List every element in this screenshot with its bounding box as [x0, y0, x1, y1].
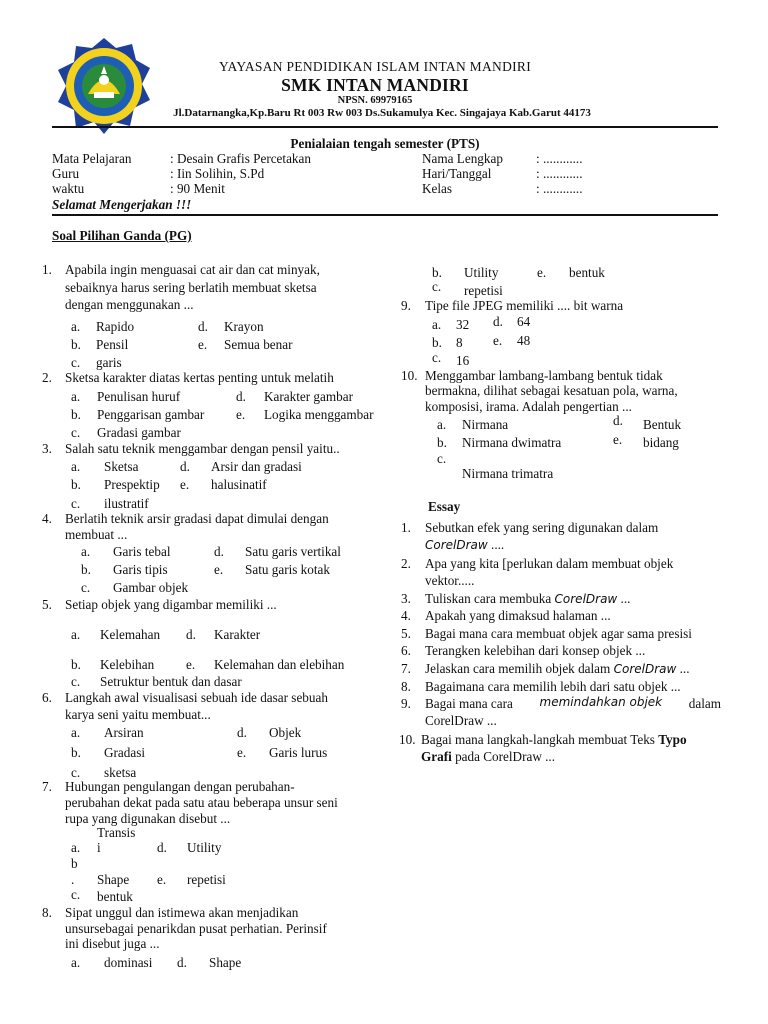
q2-option-e: Logika menggambar: [264, 407, 374, 422]
question-number: 5.: [42, 597, 52, 612]
essay-10-bold-2: Grafi: [421, 749, 452, 764]
essay-3-tail: ...: [617, 591, 631, 606]
essay-number: 3.: [401, 591, 411, 606]
option-letter: c.: [71, 765, 81, 780]
q3-option-a: Sketsa: [104, 459, 139, 474]
essay-9-tail: dalam: [688, 696, 721, 711]
essay-8: Bagaimana cara memilih lebih dari satu objek ...: [425, 679, 681, 694]
essay-number: 2.: [401, 556, 411, 571]
option-letter: e.: [157, 872, 167, 887]
q8-option-d: Shape: [209, 955, 242, 970]
time-label: waktu: [52, 181, 85, 196]
question-1-line: Apabila ingin menguasai cat air dan cat minyak,: [65, 262, 320, 277]
option-letter: c.: [81, 580, 91, 595]
section-title: Soal Pilihan Ganda (PG): [52, 228, 192, 243]
option-letter: d.: [180, 459, 190, 474]
essay-10-bold: Typo: [658, 732, 687, 747]
q4-option-c: Gambar objek: [113, 580, 189, 595]
option-letter: c.: [432, 279, 442, 294]
teacher-value: : Iin Solihin, S.Pd: [170, 166, 265, 181]
question-number: 2.: [42, 370, 52, 385]
option-letter: e.: [180, 477, 190, 492]
question-number: 7.: [42, 779, 52, 794]
option-letter: a.: [71, 725, 81, 740]
q7-option-e: repetisi: [187, 872, 226, 887]
question-5-line: Setiap objek yang digambar memiliki ...: [65, 597, 277, 612]
question-number: 6.: [42, 690, 52, 705]
question-7-line: Hubungan pengulangan dengan perubahan-: [65, 779, 295, 794]
school-address: Jl.Datarnangka,Kp.Baru Rt 003 Rw 003 Ds.Sukamulya Kec. Singajaya Kab.Garut 44173: [173, 107, 591, 119]
q10-option-b: Nirmana dwimatra: [462, 435, 562, 450]
question-4-line: membuat ...: [65, 527, 128, 542]
essay-6: Terangken kelebihan dari konsep objek ...: [425, 643, 646, 658]
q1-option-b: Pensil: [96, 337, 129, 352]
school-logo: [54, 36, 154, 136]
option-letter: e.: [186, 657, 196, 672]
question-4-line: Berlatih teknik arsir gradasi dapat dimulai dengan: [65, 511, 329, 526]
q9-option-c: 16: [456, 353, 470, 368]
question-7-line: rupa yang digunakan disebut ...: [65, 811, 231, 826]
question-3-line: Salah satu teknik menggambar dengan pensil yaitu..: [65, 441, 340, 456]
option-letter: d.: [177, 955, 187, 970]
question-8-line: Sipat unggul dan istimewa akan menjadikan: [65, 905, 299, 920]
essay-7-tail: ...: [676, 661, 690, 676]
essay-title: Essay: [428, 499, 461, 514]
essay-9-italic: memindahkan objek: [539, 695, 663, 709]
q4-option-e: Satu garis kotak: [245, 562, 330, 577]
q9-option-a: 32: [456, 317, 470, 332]
subject-value: : Desain Grafis Percetakan: [170, 151, 311, 166]
option-letter: c.: [71, 496, 81, 511]
option-letter: c.: [71, 425, 81, 440]
option-letter: e.: [236, 407, 246, 422]
option-letter: b.: [71, 657, 81, 672]
option-letter: a.: [71, 955, 81, 970]
date-value: : ............: [536, 166, 583, 181]
option-letter: e.: [237, 745, 247, 760]
option-letter: .: [71, 872, 75, 887]
essay-1-tail: ....: [487, 537, 505, 552]
class-label: Kelas: [422, 181, 453, 196]
q2-option-b: Penggarisan gambar: [97, 407, 205, 422]
essay-number: 6.: [401, 643, 411, 658]
question-number: 4.: [42, 511, 52, 526]
q7-option-a-part2: i: [97, 840, 101, 855]
question-number: 8.: [42, 905, 52, 920]
q2-option-c: Gradasi gambar: [97, 425, 181, 440]
essay-number: 9.: [401, 696, 411, 711]
info-divider: [52, 214, 718, 216]
option-letter: e.: [214, 562, 224, 577]
question-6-line: Langkah awal visualisasi sebuah ide dasar sebuah: [65, 690, 328, 705]
question-9-line: Tipe file JPEG memiliki .... bit warna: [425, 298, 624, 313]
option-letter: c.: [71, 674, 81, 689]
q1-option-a: Rapido: [96, 319, 135, 334]
q6-option-b: Gradasi: [104, 745, 146, 760]
question-number: 9.: [401, 298, 411, 313]
essay-9-line-2: CorelDraw ...: [425, 713, 497, 728]
essay-10-line-2: [421, 748, 555, 765]
question-1-line: sebaiknya harus sering berlatih membuat sketsa: [65, 280, 317, 295]
q9-option-b: 8: [456, 335, 463, 350]
option-letter: e.: [493, 333, 503, 348]
question-number: 10.: [401, 368, 418, 383]
q7-option-b: Shape: [97, 872, 130, 887]
q4-option-a: Garis tebal: [113, 544, 171, 559]
question-10-line: Menggambar lambang-lambang bentuk tidak: [425, 368, 663, 383]
option-letter: b.: [81, 562, 91, 577]
q10-option-a: Nirmana: [462, 417, 509, 432]
q8-option-a: dominasi: [104, 955, 153, 970]
q10-option-e: bidang: [643, 435, 679, 450]
option-letter: e.: [537, 265, 547, 280]
name-label: Nama Lengkap: [422, 151, 503, 166]
question-8-line: ini disebut juga ...: [65, 936, 160, 951]
option-letter: d.: [186, 627, 196, 642]
q3-option-e: halusinatif: [211, 477, 267, 492]
q9-option-d: 64: [517, 314, 531, 329]
essay-10: [421, 731, 721, 748]
essay-9: [425, 695, 721, 712]
subject-label: Mata Pelajaran: [52, 151, 132, 166]
option-letter: e.: [613, 432, 623, 447]
q7-option-d: Utility: [187, 840, 222, 855]
foundation-name: YAYASAN PENDIDIKAN ISLAM INTAN MANDIRI: [218, 59, 532, 74]
q3-option-c: ilustratif: [104, 496, 149, 511]
essay-2-line: Apa yang kita [perlukan dalam membuat objek: [425, 556, 674, 571]
essay-number: 5.: [401, 626, 411, 641]
option-letter: b.: [71, 337, 81, 352]
option-letter: a.: [432, 317, 442, 332]
q4-option-d: Satu garis vertikal: [245, 544, 341, 559]
essay-number: 7.: [401, 661, 411, 676]
option-letter: c.: [437, 451, 447, 466]
question-6-line: karya seni yaitu membuat...: [65, 707, 211, 722]
q2-option-d: Karakter gambar: [264, 389, 353, 404]
q6-option-d: Objek: [269, 725, 302, 740]
option-letter: c.: [432, 350, 442, 365]
option-letter: a.: [71, 459, 81, 474]
school-name: SMK INTAN MANDIRI: [281, 75, 469, 95]
option-letter: a.: [71, 840, 81, 855]
option-letter: a.: [71, 627, 81, 642]
q4-option-b: Garis tipis: [113, 562, 168, 577]
question-2-line: Sketsa karakter diatas kertas penting untuk melatih: [65, 370, 334, 385]
time-value: : 90 Menit: [170, 181, 225, 196]
exam-title: Penialaian tengah semester (PTS): [290, 136, 480, 151]
q6-option-e: Garis lurus: [269, 745, 328, 760]
q8-option-e: bentuk: [569, 265, 605, 280]
option-letter: b.: [437, 435, 447, 450]
teacher-label: Guru: [52, 166, 80, 181]
question-1-line: dengan menggunakan ...: [65, 297, 194, 312]
essay-4: Apakah yang dimaksud halaman ...: [425, 608, 611, 623]
option-letter: c.: [71, 887, 81, 902]
option-letter: b.: [71, 477, 81, 492]
q9-option-e: 48: [517, 333, 531, 348]
question-10-line: komposisi, irama. Adalah pengertian ...: [425, 399, 632, 414]
q5-option-a: Kelemahan: [100, 627, 161, 642]
option-letter: d.: [493, 314, 503, 329]
essay-number: 4.: [401, 608, 411, 623]
essay-1-line: Sebutkan efek yang sering digunakan dalam: [425, 520, 659, 535]
option-letter: e.: [198, 337, 208, 352]
essay-number: 1.: [401, 520, 411, 535]
essay-2-line-2: vektor.....: [425, 573, 475, 588]
q1-option-e: Semua benar: [224, 337, 293, 352]
essay-number: 10.: [399, 732, 416, 747]
date-label: Hari/Tanggal: [422, 166, 492, 181]
essay-3-text: Tuliskan cara membuka: [425, 591, 555, 606]
q3-option-d: Arsir dan gradasi: [211, 459, 302, 474]
essay-7-software: CorelDraw: [613, 662, 677, 676]
option-letter: c.: [71, 355, 81, 370]
greeting: Selamat Mengerjakan !!!: [52, 197, 192, 212]
q5-option-c: Setruktur bentuk dan dasar: [100, 674, 242, 689]
question-number: 3.: [42, 441, 52, 456]
q6-option-a: Arsiran: [104, 725, 144, 740]
option-letter: b.: [71, 407, 81, 422]
q5-option-b: Kelebihan: [100, 657, 155, 672]
option-letter: b.: [432, 335, 442, 350]
option-letter: b.: [71, 745, 81, 760]
option-letter: d.: [214, 544, 224, 559]
q3-option-b: Prespektip: [104, 477, 160, 492]
q10-option-c: Nirmana trimatra: [462, 466, 554, 481]
q8-option-b: Utility: [464, 265, 499, 280]
essay-number: 8.: [401, 679, 411, 694]
option-letter: d.: [613, 413, 623, 428]
option-letter: b: [71, 856, 78, 871]
essay-1-line-2: [425, 536, 504, 554]
question-10-line: bermakna, dilihat sebagai kesatuan pola, warna,: [425, 383, 678, 398]
q5-option-e: Kelemahan dan elebihan: [214, 657, 345, 672]
option-letter: a.: [437, 417, 447, 432]
q6-option-c: sketsa: [104, 765, 137, 780]
q7-option-a-part1: Transis: [97, 825, 136, 840]
option-letter: b.: [432, 265, 442, 280]
q2-option-a: Penulisan huruf: [97, 389, 181, 404]
q10-option-d: Bentuk: [643, 417, 682, 432]
header-divider: [52, 126, 718, 128]
school-npsn: NPSN. 69979165: [337, 95, 413, 106]
option-letter: a.: [81, 544, 91, 559]
essay-10-text: Bagai mana langkah-langkah membuat Teks: [421, 732, 659, 747]
essay-5: Bagai mana cara membuat objek agar sama presisi: [425, 626, 692, 641]
essay-7-text: Jelaskan cara memilih objek dalam: [425, 661, 614, 676]
essay-1-software: CorelDraw: [425, 538, 488, 552]
option-letter: d.: [236, 389, 246, 404]
q1-option-c: garis: [96, 355, 122, 370]
option-letter: d.: [237, 725, 247, 740]
q1-option-d: Krayon: [224, 319, 264, 334]
q5-option-d: Karakter: [214, 627, 261, 642]
question-8-line: unsursebagai penarikdan pusat perhatian. Perinsif: [65, 921, 327, 936]
option-letter: a.: [71, 319, 81, 334]
q7-option-c: bentuk: [97, 889, 133, 904]
question-number: 1.: [42, 262, 52, 277]
essay-10-tail: pada CorelDraw ...: [451, 749, 556, 764]
name-value: : ............: [536, 151, 583, 166]
option-letter: a.: [71, 389, 81, 404]
essay-3-software: CorelDraw: [554, 592, 618, 606]
essay-9-text: Bagai mana cara: [425, 696, 513, 711]
option-letter: d.: [157, 840, 167, 855]
question-7-line: perubahan dekat pada satu atau beberapa unsur seni: [65, 795, 338, 810]
essay-7: [425, 660, 690, 678]
q8-option-c: repetisi: [464, 283, 503, 298]
class-value: : ............: [536, 181, 583, 196]
essay-3: [425, 590, 630, 608]
option-letter: d.: [198, 319, 208, 334]
